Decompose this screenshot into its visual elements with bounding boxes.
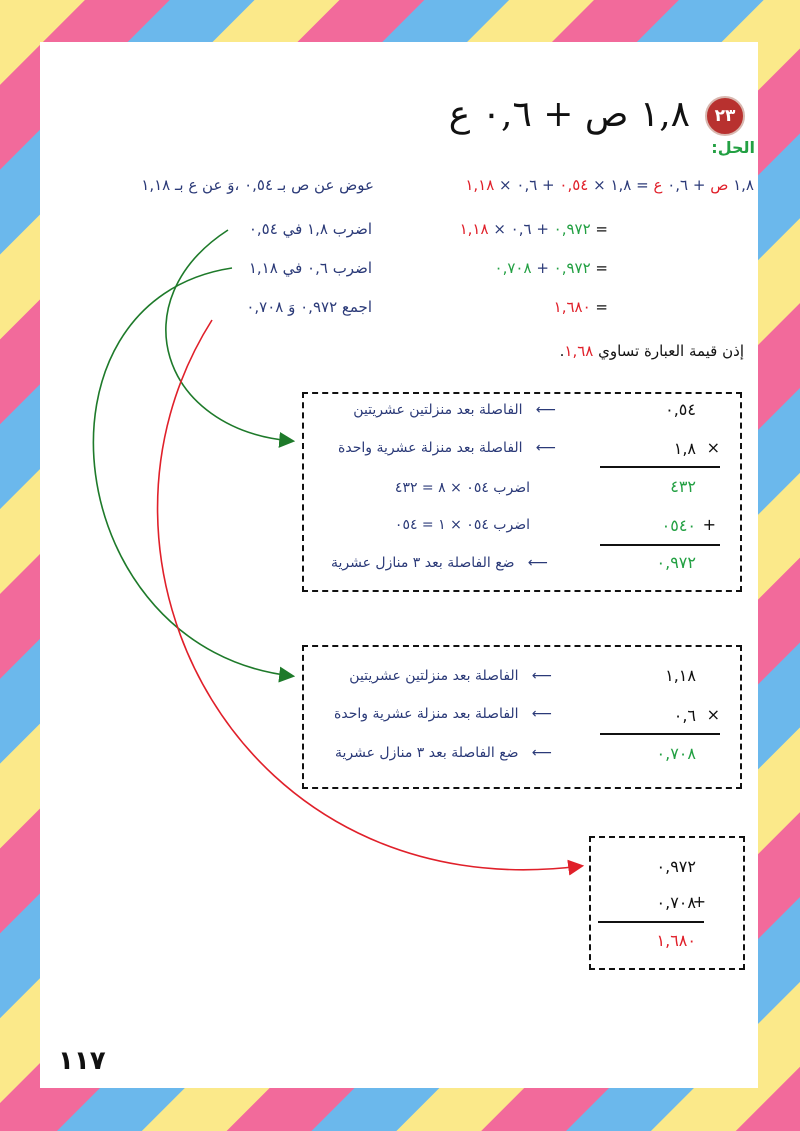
box3-line (598, 921, 704, 923)
plus-sign: + (702, 515, 716, 534)
page-number: ١١٧ (58, 1046, 106, 1076)
box2-operand1: ١,١٨ (665, 666, 696, 685)
box2-operand2: ٠,٦ (673, 706, 696, 725)
step-part: ٠,٩٧٢ (553, 220, 591, 238)
arrow-icon: ⟵ (527, 555, 548, 571)
step-part: = (590, 220, 608, 238)
box1-partial-2: ٠٥٤٠ (661, 516, 696, 535)
substitution-instruction: عوض عن ص بـ ٠,٥٤ ،وَ عن ع بـ ١,١٨ (141, 176, 374, 194)
note-text: الفاصلة بعد منزلتين عشريتين (353, 402, 523, 418)
times-sign: × (706, 438, 720, 457)
step-part: = (590, 259, 608, 277)
box1-result: ٠,٩٧٢ (656, 553, 696, 572)
conclusion-text: إذن قيمة العبارة تساوي (598, 342, 744, 360)
problem-number: ٢٣ (714, 106, 736, 126)
step-part: = (590, 298, 608, 316)
conclusion-value: ١,٦٨ (564, 342, 594, 360)
step-part: + ٠,٦ × (488, 220, 554, 238)
box2-note-3 (335, 745, 552, 761)
box1-partial-1: ٤٣٢ (670, 477, 696, 496)
box1-note-4: اضرب ٠٥٤ × ١ = ٠٥٤ (394, 517, 530, 533)
box1-note-5 (331, 555, 548, 571)
eq-val-y: ٠,٥٤ (559, 176, 589, 194)
step-2-equation (495, 259, 608, 277)
box1-note-3: اضرب ٠٥٤ × ٨ = ٤٣٢ (394, 480, 530, 496)
box2-note-1 (349, 668, 552, 684)
box2-result: ٠,٧٠٨ (656, 744, 696, 763)
box3-result: ١,٦٨٠ (656, 931, 696, 950)
problem-number-badge (705, 96, 745, 136)
eq-part: = ١,٨ × (588, 176, 654, 194)
note-text: ضع الفاصلة بعد ٣ منازل عشرية (331, 555, 515, 571)
step-3-equation (554, 298, 608, 316)
eq-val-z: ١,١٨ (465, 176, 495, 194)
arrow-icon: ⟵ (531, 668, 552, 684)
box1-line-2 (600, 544, 720, 546)
box3-operand1: ٠,٩٧٢ (656, 857, 696, 876)
note-text: الفاصلة بعد منزلتين عشريتين (349, 668, 519, 684)
box3-operand2: ٠,٧٠٨ (656, 893, 696, 912)
eq-var-z: ع (653, 176, 663, 194)
note-text: الفاصلة بعد منزلة عشرية واحدة (338, 440, 523, 456)
step-2-note: اضرب ٠,٦ في ١,١٨ (248, 259, 372, 277)
arrow-icon: ⟵ (535, 440, 556, 456)
step-1-equation (460, 220, 608, 238)
conclusion: إذن قيمة العبارة تساوي ١,٦٨. (559, 342, 744, 360)
arrow-icon: ⟵ (531, 706, 552, 722)
step-1-note: اضرب ١,٨ في ٠,٥٤ (248, 220, 372, 238)
plus-sign: + (692, 892, 706, 911)
box1-note-1 (353, 402, 556, 418)
solution-label: الحل: (711, 138, 755, 157)
box1-operand1: ٠,٥٤ (665, 400, 696, 419)
box2-line (600, 733, 720, 735)
arrow-icon: ⟵ (535, 402, 556, 418)
box1-line-1 (600, 466, 720, 468)
eq-var-y: ص (710, 176, 729, 194)
eq-part: + ٠,٦ × (494, 176, 560, 194)
problem-expression: ١,٨ ص + ٠,٦ ع (448, 94, 690, 135)
box1-operand2: ١,٨ (673, 439, 696, 458)
step-part: ١,٦٨٠ (553, 298, 591, 316)
box1-note-2 (338, 440, 556, 456)
step-3-note: اجمع ٠,٩٧٢ وَ ٠,٧٠٨ (246, 298, 372, 316)
eq-part: + ٠,٦ (662, 176, 711, 194)
substitution-equation (465, 176, 754, 194)
note-text: ضع الفاصلة بعد ٣ منازل عشرية (335, 745, 519, 761)
step-part: ٠,٩٧٢ (553, 259, 591, 277)
box2-note-2 (334, 706, 552, 722)
step-part: + (531, 259, 554, 277)
eq-part: ١,٨ (728, 176, 754, 194)
times-sign: × (706, 705, 720, 724)
arrow-icon: ⟵ (531, 745, 552, 761)
step-part: ١,١٨ (459, 220, 489, 238)
step-part: ٠,٧٠٨ (494, 259, 532, 277)
note-text: الفاصلة بعد منزلة عشرية واحدة (334, 706, 519, 722)
